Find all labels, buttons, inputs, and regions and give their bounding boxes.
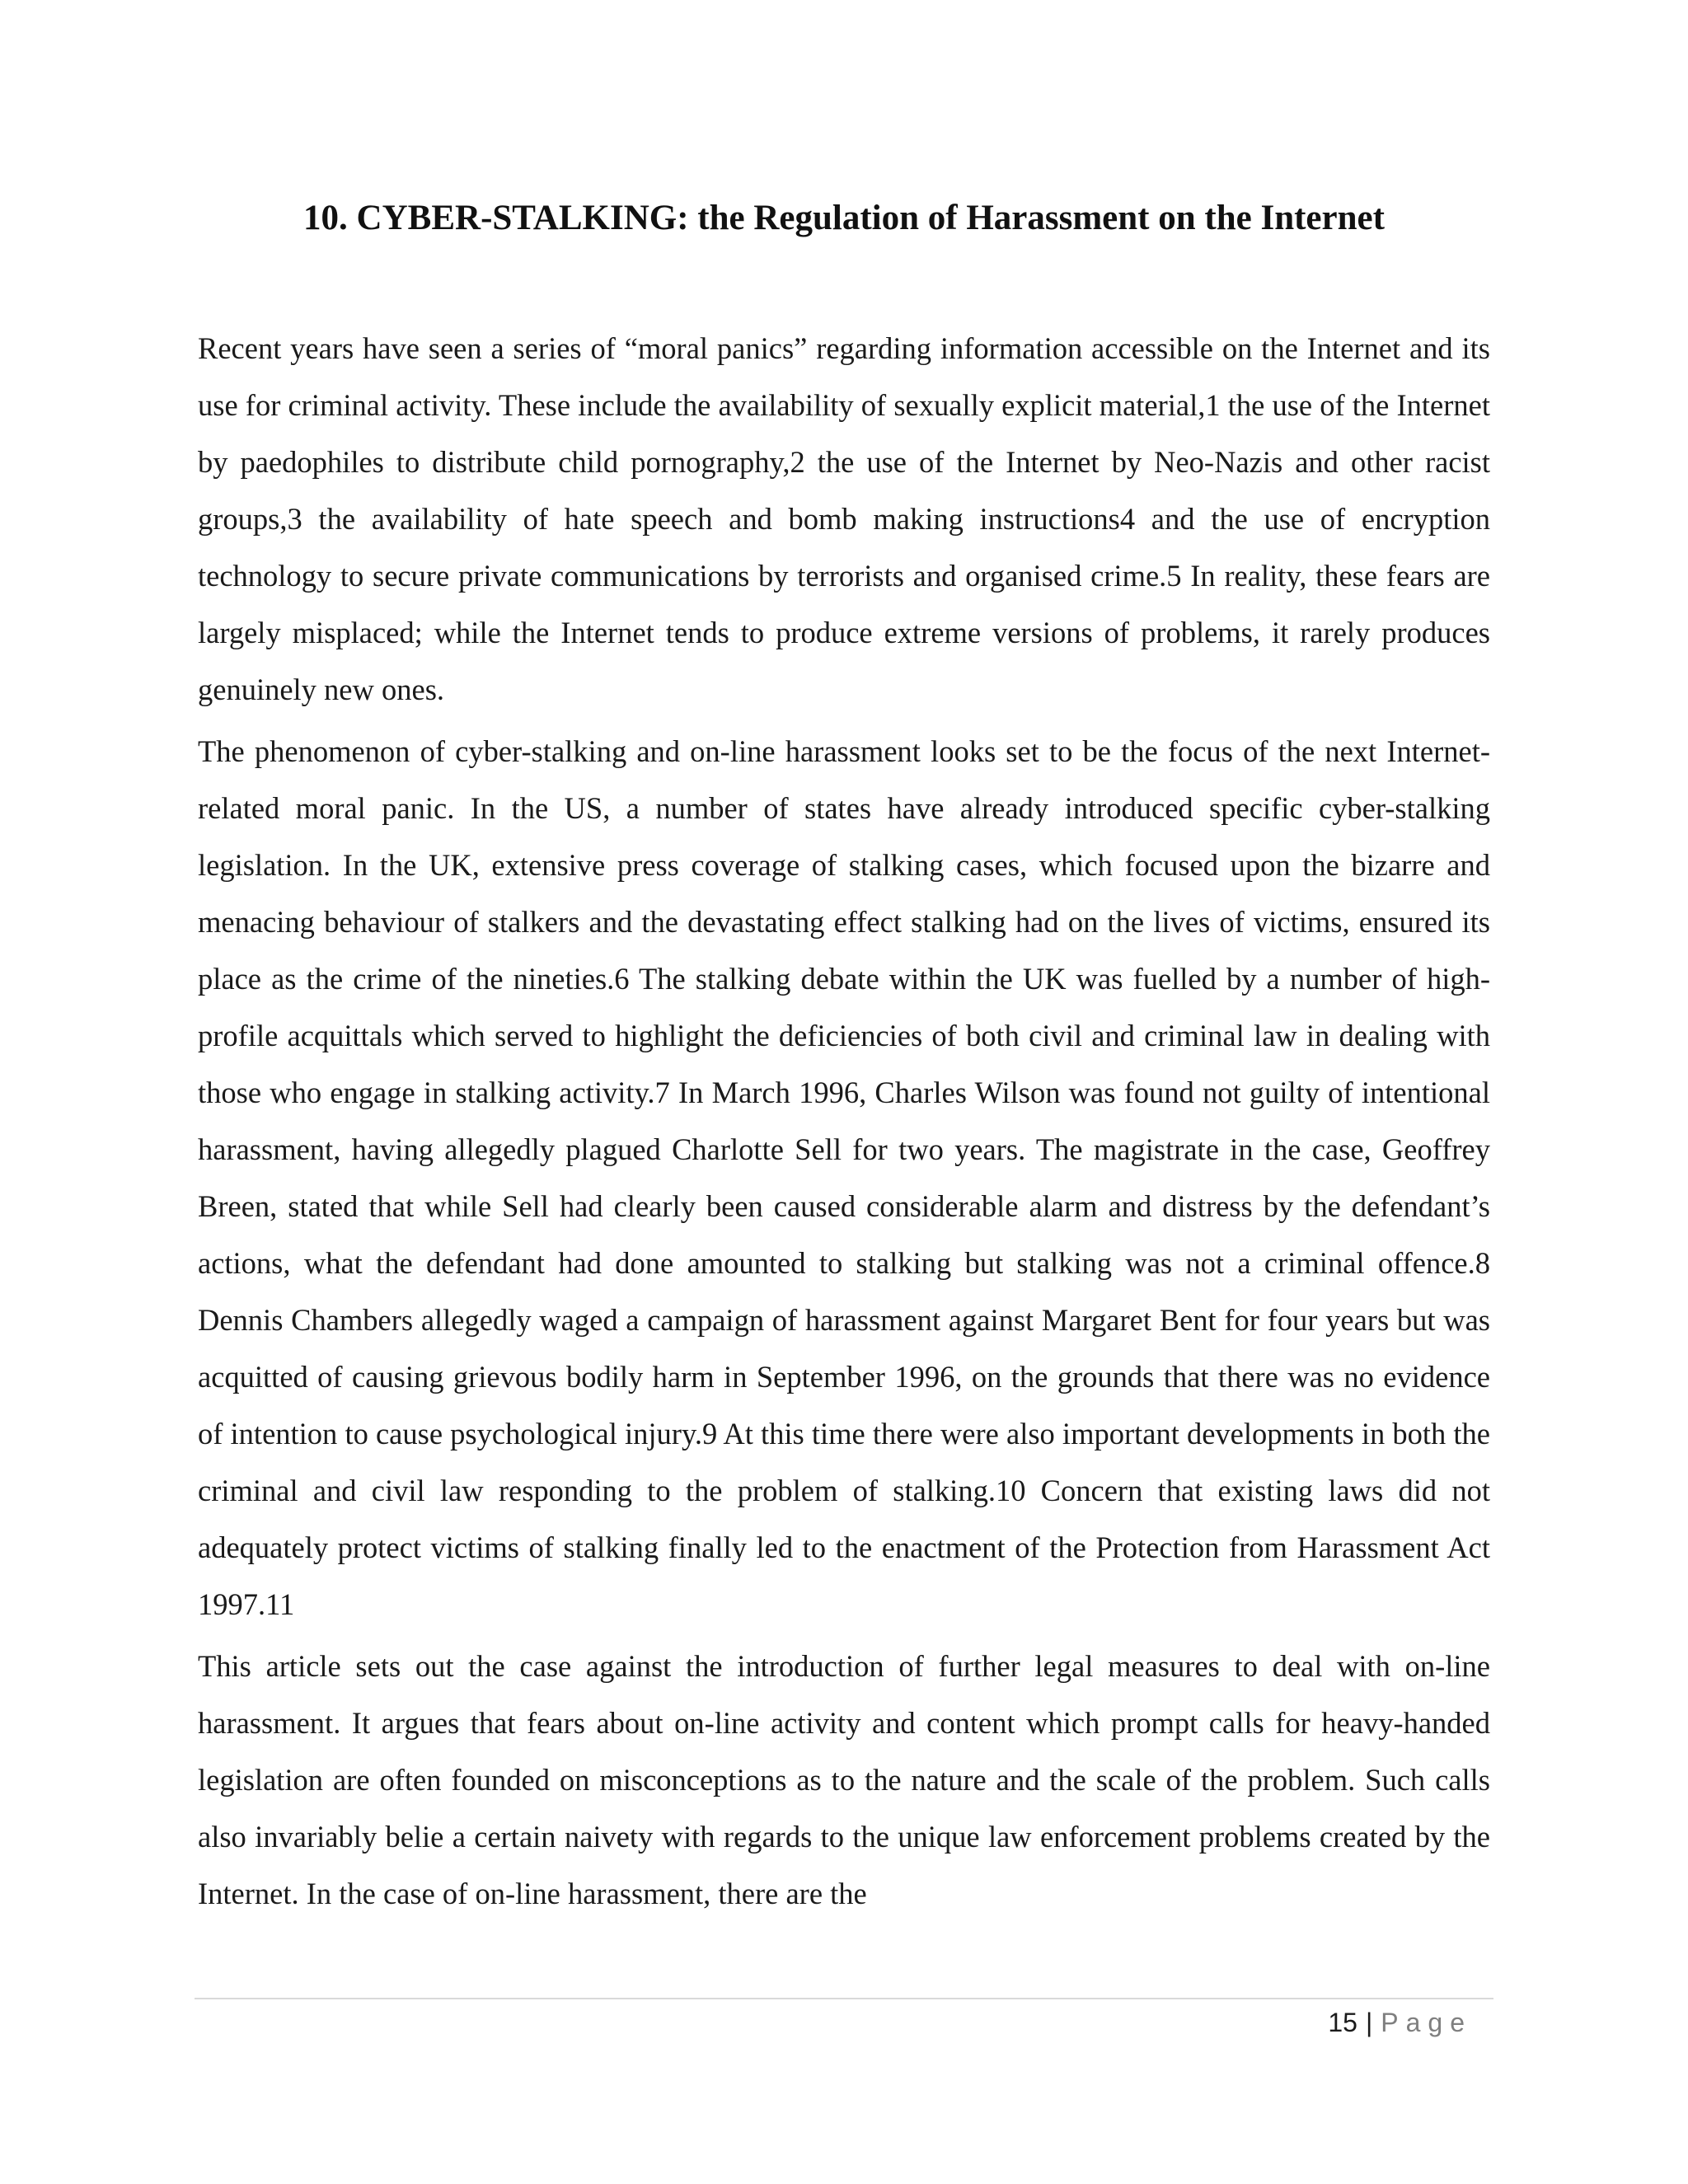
footer-divider — [195, 1998, 1493, 1999]
body-paragraph-3: This article sets out the case against the introduction of further legal measures to deal with on-line harassment. It argues that fears about on-line activity and content which prompt calls for heavy-handed legislation are often founded on misconceptions as to the nature and the scale of the problem. Such calls also invariably belie a certain naivety with regards to the unique law enforcement problems created by the Internet. In the case of on-line harassment, there are the — [198, 1649, 1490, 1910]
body-paragraph-2: The phenomenon of cyber-stalking and on-line harassment looks set to be the focus of the next Internet-related moral panic. In the US, a number of states have already introduced specific cyber-stalking legislation. In the UK, extensive press coverage of stalking cases, which focused upon the bizarre and menacing behaviour of stalkers and the devastating effect stalking had on the lives of victims, ensured its place as the crime of the nineties.6 The stalking debate within the UK was fuelled by a number of high-profile acquittals which served to highlight the deficiencies of both civil and criminal law in dealing with those who engage in stalking activity.7 In March 1996, Charles Wilson was found not guilty of intentional harassment, having allegedly plagued Charlotte Sell for two years. The magistrate in the case, Geoffrey Breen, stated that while Sell had clearly been caused considerable alarm and distress by the defendant’s actions, what the defendant had done amounted to stalking but stalking was not a criminal offence.8 Dennis Chambers allegedly waged a campaign of harassment against Margaret Bent for four years but was acquitted of causing grievous bodily harm in September 1996, on the grounds that there was no evidence of intention to cause psychological injury.9 At this time there were also important developments in both the criminal and civil law responding to the problem of stalking.10 Concern that existing laws did not adequately protect victims of stalking finally led to the enactment of the Protection from Harassment Act 1997.11 — [198, 734, 1490, 1621]
page-number: 15 — [1328, 2008, 1357, 2037]
page-footer — [1328, 2006, 1472, 2039]
document-body — [198, 320, 1490, 1927]
body-paragraph-1: Recent years have seen a series of “moral panics” regarding information accessible on the Internet and its use for criminal activity. These include the availability of sexually explicit material,1 the use of the Internet by paedophiles to distribute child pornography,2 the use of the Internet by Neo-Nazis and other racist groups,3 the availability of hate speech and bomb making instructions4 and the use of encryption technology to secure private communications by terrorists and organised crime.5 In reality, these fears are largely misplaced; while the Internet tends to produce extreme versions of problems, it rarely produces genuinely new ones. — [198, 331, 1490, 706]
footer-separator: | — [1365, 2008, 1373, 2037]
page-label: Page — [1381, 2008, 1472, 2037]
document-title: 10. CYBER-STALKING: the Regulation of Harassment on the Internet — [303, 199, 1385, 237]
